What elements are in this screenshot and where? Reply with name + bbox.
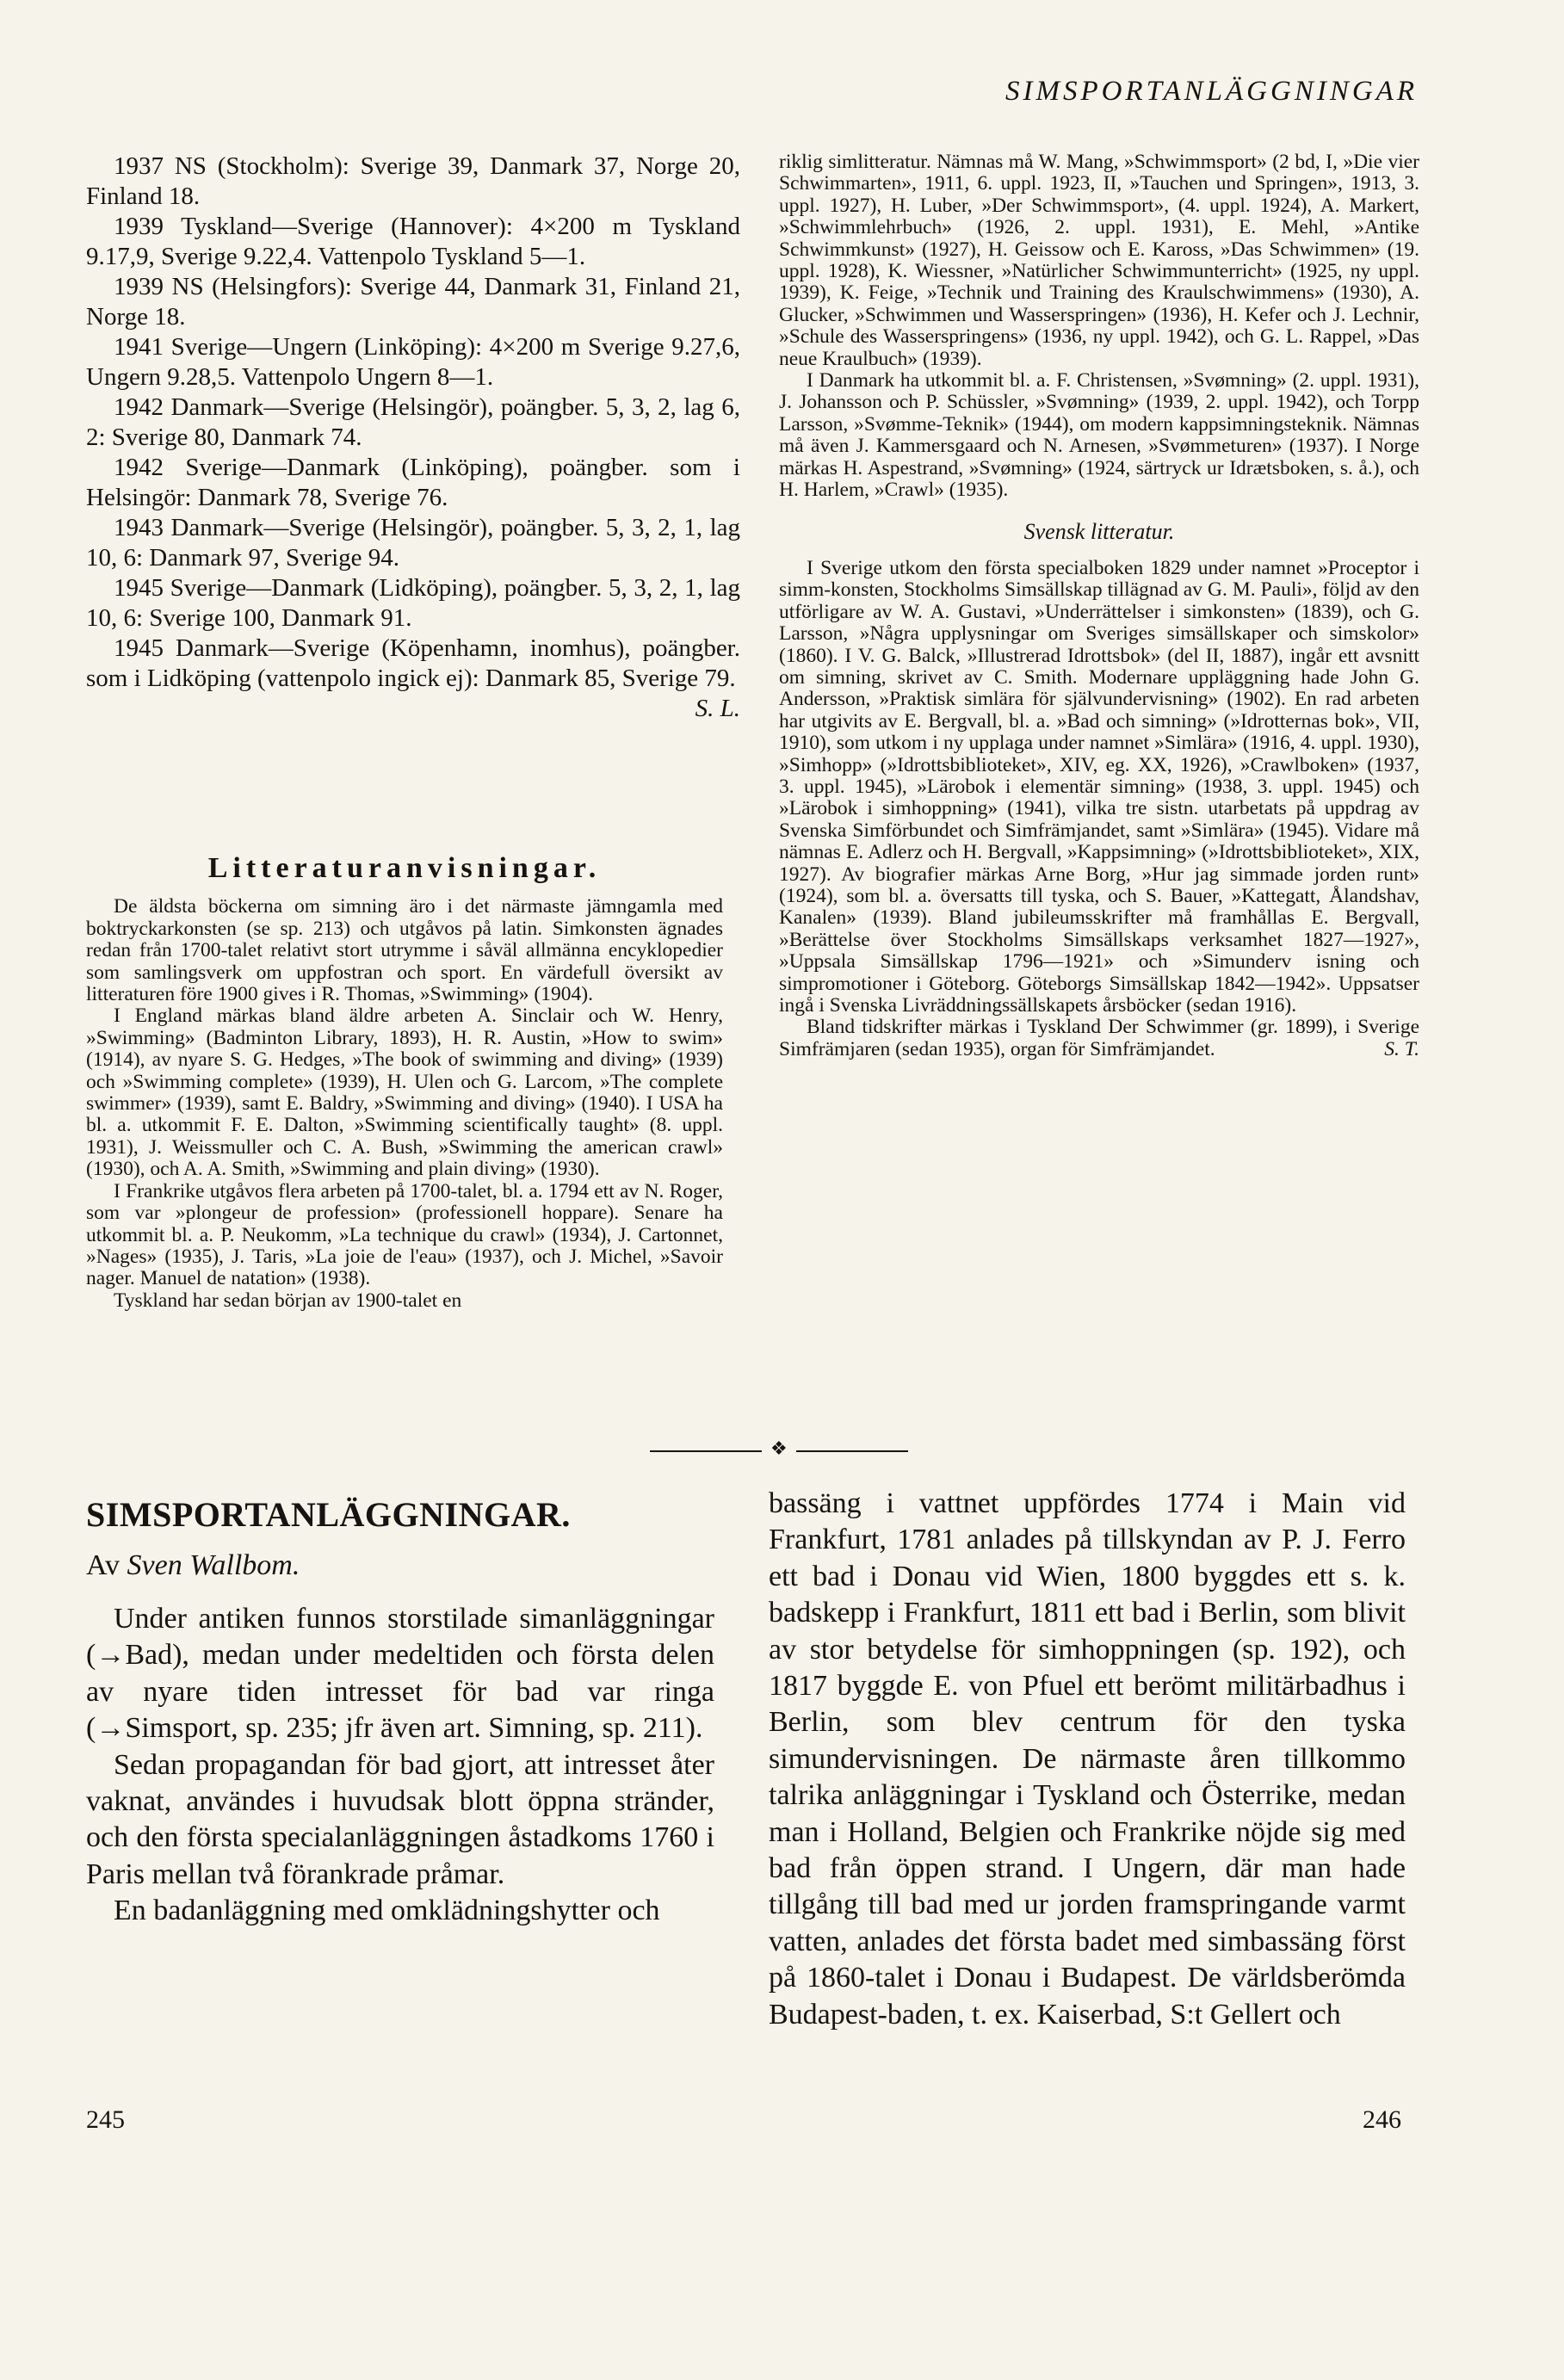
article-paragraph: En badanläggning med omklädningshytter och (114, 1895, 660, 1927)
byline-author: Sven Wallbom. (127, 1549, 300, 1581)
result-item: 1942 Sverige—Danmark (Linköping), poängber. som i Helsingör: Danmark 78, Sverige 76. (86, 454, 740, 511)
result-item: 1945 Sverige—Danmark (Lidköping), poängber. 5, 3, 2, 1, lag 10, 6: Sverige 100, Danmark 91. (86, 574, 740, 632)
result-text: 1945 Danmark—Sverige (Köpenhamn, inomhus), poängber. som i Lidköping (vattenpolo ingick ej): Danmark 85, Sverige 79. (86, 634, 740, 692)
divider-line-right (796, 1450, 908, 1452)
result-item: 1939 Tyskland—Sverige (Hannover): 4×200 m Tyskland 9.17,9, Sverige 9.22,4. Vattenpolo Tyskland 5—1. (86, 213, 740, 270)
literature-paragraph: I England märkas bland äldre arbeten A. Sinclair och W. Henry, »Swimming» (Badminton Library, 1893), H. R. Austin, »How to swim» (1914), av nyare S. G. Hedges, »The book of swimming and diving» (1939) och »Swimming complete» (1939), H. Ulen och G. Larcom, »The complete swimmer» (1939), samt E. Baldry, »Swimming and diving» (1940). I USA ha bl. a. utkommit F. E. Dalton, »Swimming scientifically taught» (8. uppl. 1931), J. Weissmuller och C. A. Bush, »Swimming the american crawl» (1930), och A. A. Smith, »Swimming and plain diving» (1930). (86, 1005, 723, 1181)
literature-paragraph: riklig simlitteratur. Nämnas må W. Mang, »Schwimmsport» (2 bd, I, »Die vier Schwimmarten», 1911, 6. uppl. 1923, II, »Tauchen und Springen», 1913, 3. uppl. 1927), H. Luber, »Der Schwimmsport», (4. uppl. 1924), A. Markert, »Schwimmlehrbuch» (1926, 2. uppl. 1931), E. Mehl, »Antike Schwimmkunst» (1927), H. Geissow och E. Kaross, »Das Schwimmen» (19. uppl. 1928), K. Wiessner, »Natürlicher Schwimmunterricht» (1925, ny uppl. 1939), K. Feige, »Technik und Training des Kraulschwimmens» (1930), A. Glucker, »Schwimmen und Wasserspringen» (1936), H. Kefer och J. Lechnir, »Schule des Wasserspringens» (1936, ny uppl. 1942), och G. L. Rappel, »Das neue Kraulbuch» (1939). (779, 151, 1419, 370)
section-divider (650, 1437, 908, 1460)
svensk-signature: S. T. (1384, 1037, 1419, 1060)
literature-paragraph: I Danmark ha utkommit bl. a. F. Christensen, »Svømning» (2. uppl. 1931), J. Johansson och P. Schüssler, »Svømning» (1939, 2. uppl. 1942), och Torpp Larsson, »Svømme-Teknik» (1944), om modern kappsimningsteknik. Nämnas må även J. Kammersgaard och N. Arnesen, »Svømmeturen» (1937). I Norge märkas H. Aspestrand, »Svømning» (1924, särtryck ur Idrætsboken, s. å.), och H. Harlem, »Crawl» (1935). (779, 369, 1419, 502)
svensk-paragraph (779, 1017, 1419, 1060)
literature-left-column (86, 826, 723, 1312)
article-right-column (769, 1486, 1406, 2033)
article-paragraph: Under antiken funnos storstilade simanläggningar (→Bad), medan under medeltiden och första delen av nyare tiden intresset för bad var ringa (→Simsport, sp. 235; jfr även art. Simning, sp. 211). (86, 1603, 714, 1745)
article-paragraph: bassäng i vattnet uppfördes 1774 i Main vid Frankfurt, 1781 anlades på tillskyndan av P. J. Ferro ett bad i Donau vid Wien, 1800 byggdes ett s. k. badskepp i Frankfurt, 1811 ett bad i Berlin, som blivit av stor betydelse för simhoppningen (sp. 192), och 1817 byggde E. von Pfuel ett berömt militärbadhus i Berlin, som blev centrum för den tyska simundervisningen. De närmaste åren tillkommo talrika anläggningar i Tyskland och Österrike, medan man i Holland, Belgien och Frankrike nöjde sig med bad från öppen strand. I Ungern, där man hade tillgång till bad med ur jorden framspringande varmt vatten, anlades det första badet med simbassäng först på 1860-talet i Donau i Budapest. De världsberömda Budapest-baden, t. ex. Kaiserbad, S:t Gellert och (769, 1487, 1406, 2031)
result-item: 1943 Danmark—Sverige (Helsingör), poängber. 5, 3, 2, 1, lag 10, 6: Danmark 97, Sverige 94. (86, 514, 740, 572)
literature-heading: Litteraturanvisningar. (207, 852, 602, 884)
running-head: SIMSPORTANLÄGGNINGAR (1005, 76, 1418, 107)
results-column (86, 151, 740, 724)
result-item: 1939 NS (Helsingfors): Sverige 44, Danmark 31, Finland 21, Norge 18. (86, 273, 740, 331)
svensk-heading: Svensk litteratur. (1023, 518, 1175, 544)
literature-paragraph: De äldsta böckerna om simning äro i det närmaste jämngamla med boktryckarkonsten (se sp. 213) och utgåvos på latin. Simkonsten ägnades redan från 1700-talet relativt stort utrymme i såväl allmänna encyklopedier som samlingsverk om uppfostran och sport. En värdefull översikt av litteraturen före 1900 gives i R. Thomas, »Swimming» (1904). (86, 895, 723, 1006)
svensk-paragraph: I Sverige utkom den första specialboken 1829 under namnet »Proceptor i simm-konsten, Stockholms Simsällskap tillägnad av G. M. Pauli», följd av den utförligare av W. A. Gustavi, »Underrättelser i simkonsten» (1839), och G. Larsson, »Några upplysningar om Sveriges simsällskaper och simskolor» (1860). I V. G. Balck, »Illustrerad Idrottsbok» (del II, 1887), ingår ett avsnitt om simning, skrivet av C. Smith. Modernare uppläggning hade John G. Andersson, »Praktisk simlära för självundervisning» (1902). En rad arbeten har utgivits av E. Bergvall, bl. a. »Bad och simning» (»Idrotternas bok», VII, 1910), som utkom i ny upplaga under namnet »Simlära» (1916, 4. uppl. 1930), »Simhopp» (»Idrottsbiblioteket», XIV, eg. XX, 1926), »Crawlboken» (1937, 3. uppl. 1945), »Lärobok i elementär simning» (1938, 3. uppl. 1945) och »Lärobok i simhoppning» (1941), vilka tre sistn. utarbetats på uppdrag av Svenska Simförbundet och Simfrämjandet, samt »Simlära» (1945). Vidare må nämnas E. Adlerz och H. Bergvall, »Kappsimning» (»Idrottsbiblioteket», XIX, 1927). Av biografier märkas Arne Borg, »Hur jag simmade jorden runt» (1924), som bl. a. översatts till tyska, och S. Bauer, »Kattegatt, Ålandshav, Kanalen» (1939). Bland jubileumsskrifter må framhållas E. Bergvall, »Berättelse över Stockholms Simsällskaps verksamhet 1827—1927», »Uppsala Simsällskap 1796—1921» och »Simunderv isning och simpromotioner i Göteborg. Göteborgs Simsällskap 1842—1942». Uppsatser ingå i Svenska Livräddningssällskapets årsböcker (sedan 1916). (779, 556, 1419, 1017)
result-item: 1942 Danmark—Sverige (Helsingör), poängber. 5, 3, 2, lag 6, 2: Sverige 80, Danmark 74. (86, 393, 740, 451)
byline (86, 1549, 300, 1582)
literature-paragraph: I Frankrike utgåvos flera arbeten på 1700-talet, bl. a. 1794 ett av N. Roger, som var »plongeur de profession» (professionell hoppare). Senare ha utkommit bl. a. P. Neukomm, »La technique du crawl» (1934), J. Cartonnet, »Nages» (1935), J. Taris, »La joie de l'eau» (1937), och J. Michel, »Savoir nager. Manuel de natation» (1938). (86, 1179, 723, 1290)
divider-ornament-icon: ❖ (770, 1437, 788, 1459)
article-title: SIMSPORTANLÄGGNINGAR. (86, 1495, 571, 1534)
divider-line-left (650, 1450, 762, 1452)
results-signature: S. L. (695, 695, 740, 722)
byline-prefix: Av (86, 1549, 121, 1581)
result-item: 1941 Sverige—Ungern (Linköping): 4×200 m Sverige 9.27,6, Ungern 9.28,5. Vattenpolo Ungern 8—1. (86, 333, 740, 391)
literature-right-column (779, 151, 1419, 1060)
article-left-column (86, 1601, 714, 1930)
svensk-text: Bland tidskrifter märkas i Tyskland Der Schwimmer (gr. 1899), i Sverige Simfrämjaren (sedan 1935), organ för Simfrämjandet. (779, 1016, 1419, 1060)
literature-paragraph: Tyskland har sedan början av 1900-talet en (114, 1289, 462, 1312)
page-number-right: 246 (1363, 2105, 1401, 2134)
page-number-left: 245 (86, 2105, 125, 2134)
result-item: 1937 NS (Stockholm): Sverige 39, Danmark 37, Norge 20, Finland 18. (86, 152, 740, 210)
article-paragraph: Sedan propagandan för bad gjort, att intresset åter vaknat, användes i huvudsak blott öppna stränder, och den första specialanläggningen åstadkoms 1760 i Paris mellan två förankrade pråmar. (86, 1748, 714, 1890)
result-item (86, 634, 740, 722)
